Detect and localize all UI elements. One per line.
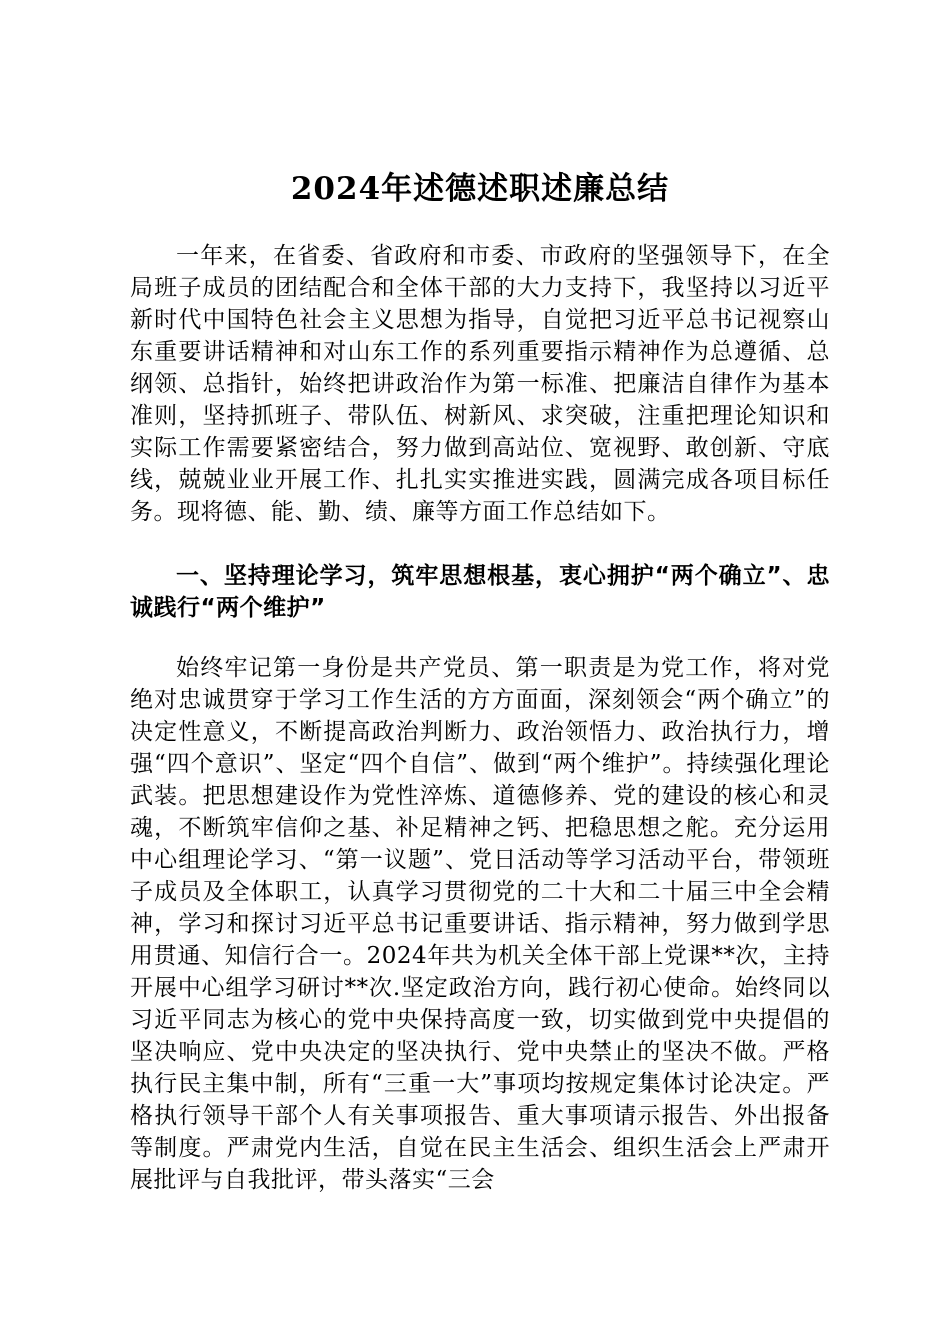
document-body	[130, 168, 830, 1196]
section-1-paragraph: 始终牢记第一身份是共产党员、第一职责是为党工作，将对党绝对忠诚贯穿于学习工作生活的方方面面，深刻领会“两个确立”的决定性意义，不断提高政治判断力、政治领悟力、政治执行力，增强“四个意识”、坚定“四个自信”、做到“两个维护”。持续强化理论武装。把思想建设作为党性淬炼、道德修养、党的建设的核心和灵魂，不断筑牢信仰之基、补足精神之钙、把稳思想之舵。充分运用中心组理论学习、“第一议题”、党日活动等学习活动平台，带领班子成员及全体职工，认真学习贯彻党的二十大和二十届三中全会精神，学习和探讨习近平总书记重要讲话、指示精神，努力做到学思用贯通、知信行合一。2024年共为机关全体干部上党课**次，主持开展中心组学习研讨**次.坚定政治方向，践行初心使命。始终同以习近平同志为核心的党中央保持高度一致，切实做到党中央提倡的坚决响应、党中央决定的坚决执行、党中央禁止的坚决不做。严格执行民主集中制，所有“三重一大”事项均按规定集体讨论决定。严格执行领导干部个人有关事项报告、重大事项请示报告、外出报备等制度。严肃党内生活，自觉在民主生活会、组织生活会上严肃开展批评与自我批评，带头落实“三会	[130, 655, 830, 1193]
intro-paragraph: 一年来，在省委、省政府和市委、市政府的坚强领导下，在全局班子成员的团结配合和全体干部的大力支持下，我坚持以习近平新时代中国特色社会主义思想为指导，自觉把习近平总书记视察山东重要讲话精神和对山东工作的系列重要指示精神作为总遵循、总纲领、总指针，始终把讲政治作为第一标准、把廉洁自律作为基本准则，坚持抓班子、带队伍、树新风、求突破，注重把理论知识和实际工作需要紧密结合，努力做到高站位、宽视野、敢创新、守底线，兢兢业业开展工作、扎扎实实推进实践，圆满完成各项目标任务。现将德、能、勤、绩、廉等方面工作总结如下。	[130, 243, 830, 525]
document-title: 2024年述德述职述廉总结	[290, 171, 670, 207]
section-1-heading: 一、坚持理论学习，筑牢思想根基，衷心拥护“两个确立”、忠诚践行“两个维护”	[130, 563, 830, 621]
